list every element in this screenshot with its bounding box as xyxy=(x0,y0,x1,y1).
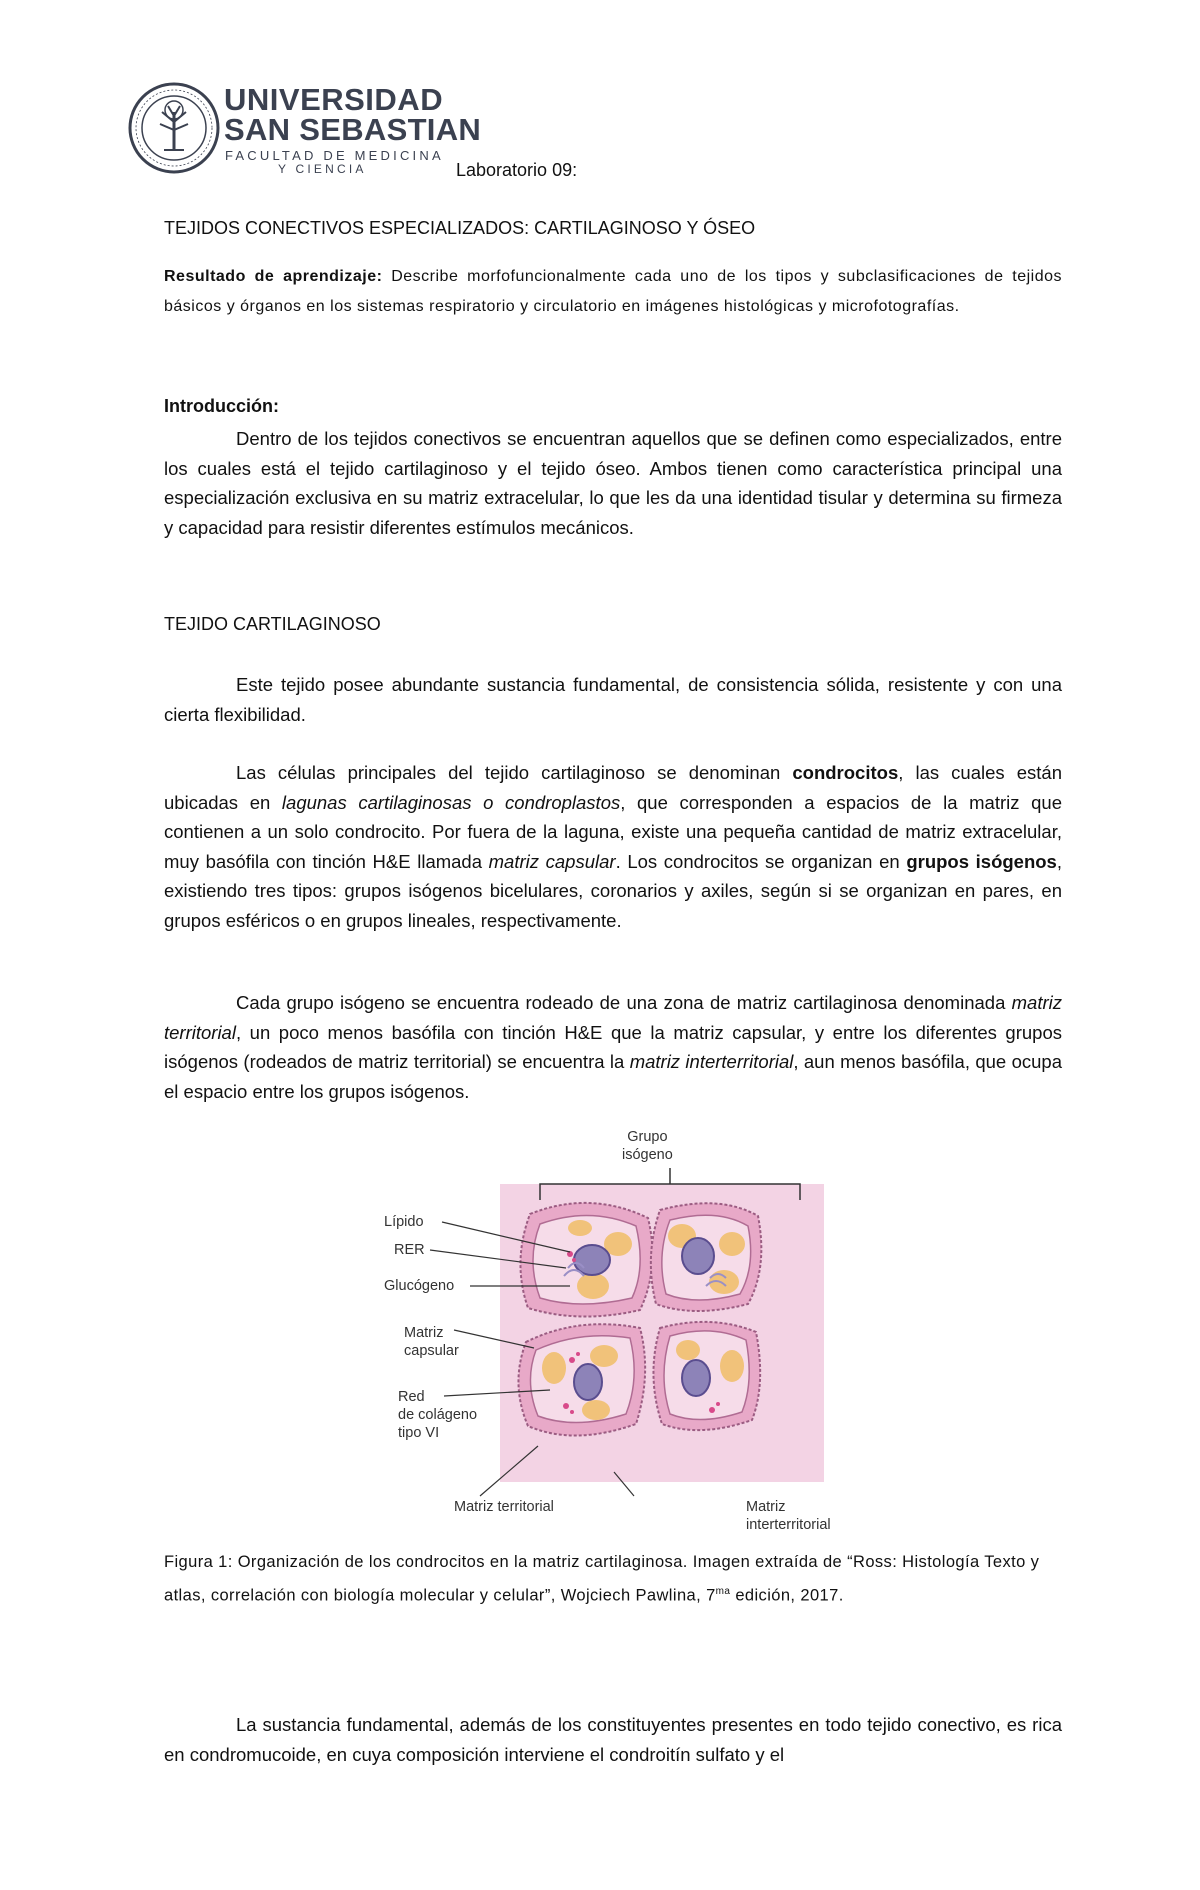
learning-outcome xyxy=(164,262,1062,322)
p3-term-matriz-interterritorial: matriz interterritorial xyxy=(629,1051,794,1072)
label-capsular-line1: Matriz xyxy=(404,1325,444,1341)
p3-text-a: Cada grupo isógeno se encuentra rodeado de una zona de matriz cartilaginosa denominada xyxy=(236,992,1012,1013)
label-matriz-territorial: Matriz territorial xyxy=(454,1499,554,1515)
label-red-colageno xyxy=(398,1388,477,1442)
label-inter-line2: interterritorial xyxy=(746,1517,831,1533)
cartilage-paragraph-2 xyxy=(164,758,1062,935)
logo-faculty-line1: FACULTAD DE MEDICINA xyxy=(225,148,444,163)
label-red-line3: tipo VI xyxy=(398,1425,440,1441)
cell-top-right xyxy=(651,1203,761,1311)
label-glucogeno: Glucógeno xyxy=(384,1278,455,1294)
cartilage-paragraph-4: La sustancia fundamental, además de los constituyentes presentes en todo tejido conectivo, es rica en condromucoide, en cuya composición interviene el condroitín sulfato y el xyxy=(164,1714,1062,1765)
university-logo xyxy=(128,82,482,176)
figure-chondrocytes xyxy=(360,1128,860,1538)
p2-text-i: , existiendo tres tipos: grupos isógenos bicelulares, coronarios y axiles, según si se organizan en pares, en grupos esféricos o en grupos lineales, respectivamente. xyxy=(164,850,1062,931)
label-matriz-interterritorial xyxy=(746,1498,831,1534)
figure-caption xyxy=(164,1548,1062,1611)
cartilage-paragraph-3 xyxy=(164,988,1062,1106)
lab-title: Laboratorio 09: xyxy=(456,160,578,180)
cell-top-left xyxy=(520,1203,652,1317)
p3-text-c: , un poco menos basófila con tinción H&E que la matriz capsular, y entre los diferentes grupos isógenos (rodeados de matriz territorial) se encuentra la xyxy=(164,1021,1062,1072)
label-rer: RER xyxy=(394,1242,425,1258)
p2-term-condrocitos: condrocitos xyxy=(792,762,899,783)
caption-text-a: Figura 1: Organización de los condrocitos en la matriz cartilaginosa. Imagen extraída de “Ross: Histología Texto y atlas, correlación con biología molecular y celular”, Wojciech Pawlina, 7 xyxy=(164,1553,1040,1605)
intro-heading-text: Introducción: xyxy=(164,396,279,416)
p2-text-c: , las cuales están ubicadas en xyxy=(164,762,1062,813)
logo-name-line2: SAN SEBASTIAN xyxy=(224,112,482,147)
label-matriz-capsular xyxy=(404,1324,459,1360)
label-grupo-line2: isógeno xyxy=(622,1147,673,1163)
p2-term-grupos-isogenos: grupos isógenos xyxy=(906,850,1057,872)
cell-bottom-right xyxy=(653,1322,760,1430)
p3-text-e: , aun menos basófila, que ocupa el espacio entre los grupos isógenos. xyxy=(164,1051,1062,1102)
p2-term-lagunas: lagunas cartilaginosas o condroplastos xyxy=(281,791,621,813)
caption-superscript: ma xyxy=(715,1586,731,1597)
cartilage-heading: TEJIDO CARTILAGINOSO xyxy=(164,614,381,634)
logo-name-line1: UNIVERSIDAD xyxy=(224,82,444,117)
label-red-line2: de colágeno xyxy=(398,1407,478,1423)
learning-outcome-label: Resultado de aprendizaje: xyxy=(164,268,383,285)
university-seal-icon xyxy=(128,82,220,174)
label-red-line1: Red xyxy=(398,1389,425,1405)
p2-text-a: Las células principales del tejido cartilaginoso se denominan xyxy=(236,762,793,783)
intro-heading xyxy=(164,396,279,417)
label-grupo-isogeno xyxy=(622,1128,673,1164)
label-capsular-line2: capsular xyxy=(404,1343,459,1359)
cartilage-paragraph-1: Este tejido posee abundante sustancia fundamental, de consistencia sólida, resistente y con una cierta flexibilidad. xyxy=(164,674,1062,725)
label-lipido: Lípido xyxy=(384,1214,424,1230)
learning-outcome-text: Describe morfofuncionalmente cada uno de los tipos y subclasificaciones de tejidos básicos y órganos en los sistemas respiratorio y circulatorio en imágenes histológicas y microfotografías. xyxy=(164,268,1062,315)
caption-text-b: edición, 2017. xyxy=(730,1586,844,1605)
cell-bottom-left xyxy=(518,1324,645,1435)
intro-paragraph: Dentro de los tejidos conectivos se encuentran aquellos que se definen como especializados, entre los cuales está el tejido cartilaginoso y el tejido óseo. Ambos tienen como característica principal una especialización exclusiva en su matriz extracelular, lo que les da una identidad tisular y determina su firmeza y capacidad para resistir diferentes estímulos mecánicos. xyxy=(164,428,1062,538)
p2-term-matriz-capsular: matriz capsular xyxy=(488,850,616,872)
p3-term-matriz-territorial: matriz territorial xyxy=(164,992,1062,1043)
main-title: TEJIDOS CONECTIVOS ESPECIALIZADOS: CARTILAGINOSO Y ÓSEO xyxy=(164,218,756,238)
p2-text-g: . Los condrocitos se organizan en xyxy=(615,850,907,872)
logo-faculty-line2: Y CIENCIA xyxy=(278,162,367,176)
label-inter-line1: Matriz xyxy=(746,1499,786,1515)
p2-text-e: , que corresponden a espacios de la matriz que contienen a un solo condrocito. Por fuera de la laguna, existe una pequeña cantidad de matriz extracelular, muy basófila con tinción H&E llamada xyxy=(164,791,1062,872)
label-grupo-line1: Grupo xyxy=(627,1129,668,1145)
